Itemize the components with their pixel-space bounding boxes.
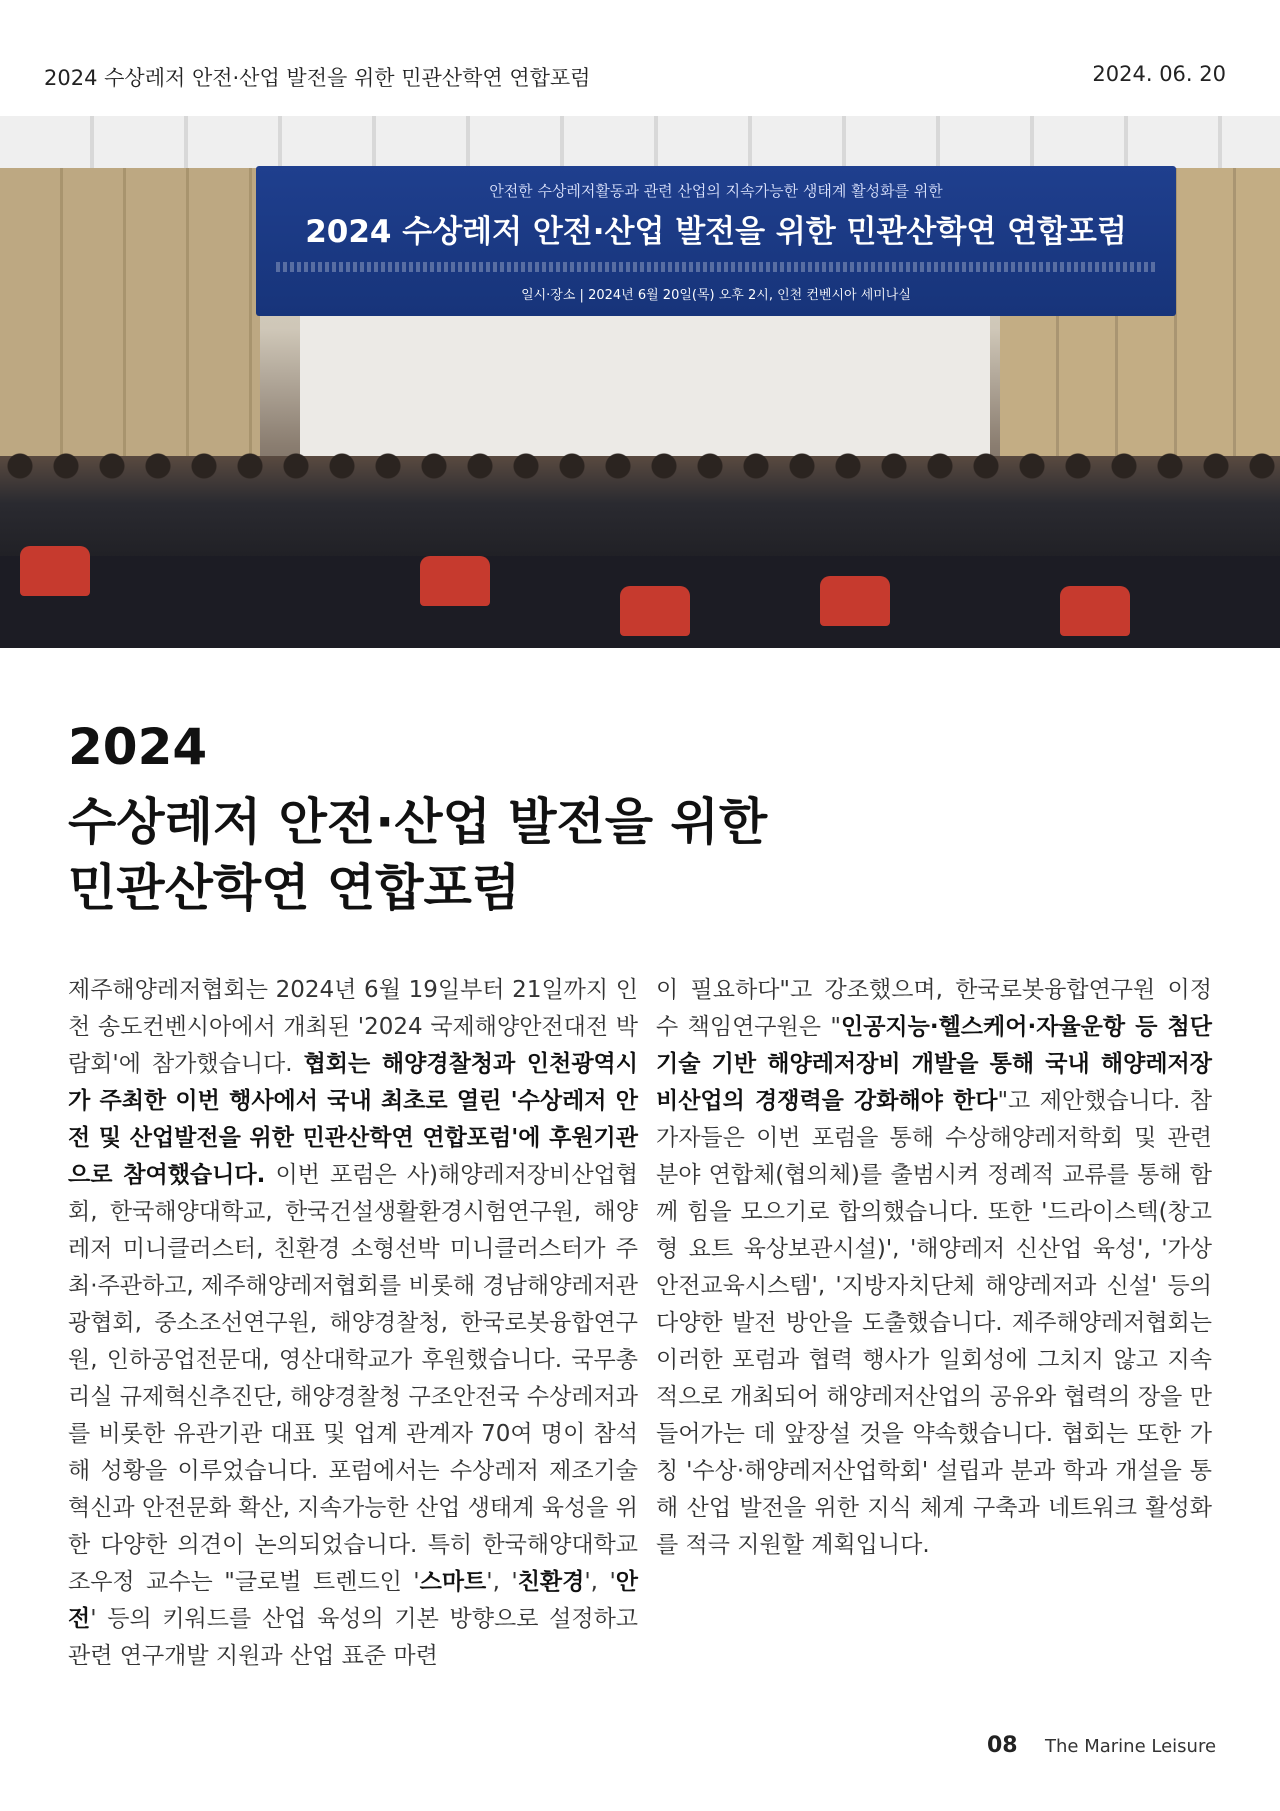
photo-chair: [620, 586, 690, 636]
magazine-name: The Marine Leisure: [1045, 1736, 1217, 1757]
photo-chair: [420, 556, 490, 606]
body-text: 이 필요하다"고 강조했으며, 한국로봇융합연구원 이정수 책임연구원은 ": [656, 977, 1212, 1040]
article-title-line: 민관산학연 연합포럼: [68, 859, 521, 917]
photo-chair: [1060, 586, 1130, 636]
article-column-right: [656, 972, 1212, 1564]
article-title-year: 2024: [68, 718, 208, 776]
photo-chair: [820, 576, 890, 626]
event-photo: [0, 116, 1280, 648]
keyword-bold: 안전: [68, 1569, 638, 1632]
forum-banner: [256, 166, 1176, 316]
body-text: ', ': [486, 1569, 518, 1595]
photo-participant-heads: [0, 446, 1280, 486]
body-text: "고 제안했습니다. 참가자들은 이번 포럼을 통해 수상해양레저학회 및 관련 분야 연합체(협의체)를 출범시켜 정례적 교류를 통해 함께 힘을 모으기로 합의했습니다. 또한 '드라이스텍(창고형 요트 육상보관시설)', '해양레저 신산업 육성', '가상 안전교육시스템', '지방자치단체 해양레저과 신설' 등의 다양한 발전 방안을 도출했습니다. 제주해양레저협회는 이러한 포럼과 협력 행사가 일회성에 그치지 않고 지속적으로 개최되어 해양레저산업의 공유와 협력의 장을 만들어가는 데 앞장설 것을 약속했습니다. 협회는 또한 가칭 '수상·해양레저산업학회' 설립과 분과 학과 개설을 통해 산업 발전을 위한 지식 체계 구축과 네트워크 활성화를 적극 지원할 계획입니다.: [656, 1088, 1212, 1558]
issue-date: 2024. 06. 20: [1092, 62, 1226, 86]
banner-subtitle: 안전한 수상레저활동과 관련 산업의 지속가능한 생태계 활성화를 위한: [489, 182, 943, 200]
body-text-bold: 협회는 해양경찰청과 인천광역시가 주최한 이번 행사에서 국내 최초로 열린 '수상레저 안전 및 산업발전을 위한 민관산학연 연합포럼'에 후원기관으로 참여했습니다.: [68, 1051, 638, 1188]
keyword-bold: 친환경: [517, 1569, 585, 1595]
banner-date: 일시·장소 | 2024년 6월 20일(목) 오후 2시, 인천 컨벤시아 세미나실: [521, 288, 911, 303]
article-title-line: 수상레저 안전·산업 발전을 위한: [68, 793, 768, 851]
banner-sponsor-line: [276, 262, 1156, 272]
photo-ceiling: [0, 116, 1280, 168]
body-text-bold: 인공지능·헬스케어·자율운항 등 첨단기술 기반 해양레저장비 개발을 통해 국내 해양레저장비산업의 경쟁력을 강화해야 한다: [656, 1014, 1212, 1114]
page-number: 08: [987, 1733, 1018, 1758]
running-title: 2024 수상레저 안전·산업 발전을 위한 민관산학연 연합포럼: [44, 66, 591, 90]
body-text: ', ': [584, 1569, 616, 1595]
body-text: 이번 포럼은 사)해양레저장비산업협회, 한국해양대학교, 한국건설생활환경시험연구원, 해양레저 미니클러스터, 친환경 소형선박 미니클러스터가 주최·주관하고, 제주해양레저협회를 비롯해 경남해양레저관광협회, 중소조선연구원, 해양경찰청, 한국로봇융합연구원, 인하공업전문대, 영산대학교가 후원했습니다. 국무총리실 규제혁신추진단, 해양경찰청 구조안전국 수상레저과를 비롯한 유관기관 대표 및 업계 관계자 70여 명이 참석해 성황을 이루었습니다. 포럼에서는 수상레저 제조기술 혁신과 안전문화 확산, 지속가능한 산업 생태계 육성을 위한 다양한 의견이 논의되었습니다. 특히 한국해양대학교 조우정 교수는 "글로벌 트렌드인 ': [68, 1162, 638, 1595]
body-text: 제주해양레저협회는 2024년 6월 19일부터 21일까지 인천 송도컨벤시아에서 개최된 '2024 국제해양안전대전 박람회'에 참가했습니다.: [68, 977, 638, 1077]
keyword-bold: 스마트: [419, 1569, 487, 1595]
body-text: ' 등의 키워드를 산업 육성의 기본 방향으로 설정하고 관련 연구개발 지원과 산업 표준 마련: [68, 1606, 638, 1669]
banner-title: 2024 수상레저 안전·산업 발전을 위한 민관산학연 연합포럼: [305, 214, 1127, 250]
photo-chair: [20, 546, 90, 596]
article-column-left: [68, 972, 638, 1675]
